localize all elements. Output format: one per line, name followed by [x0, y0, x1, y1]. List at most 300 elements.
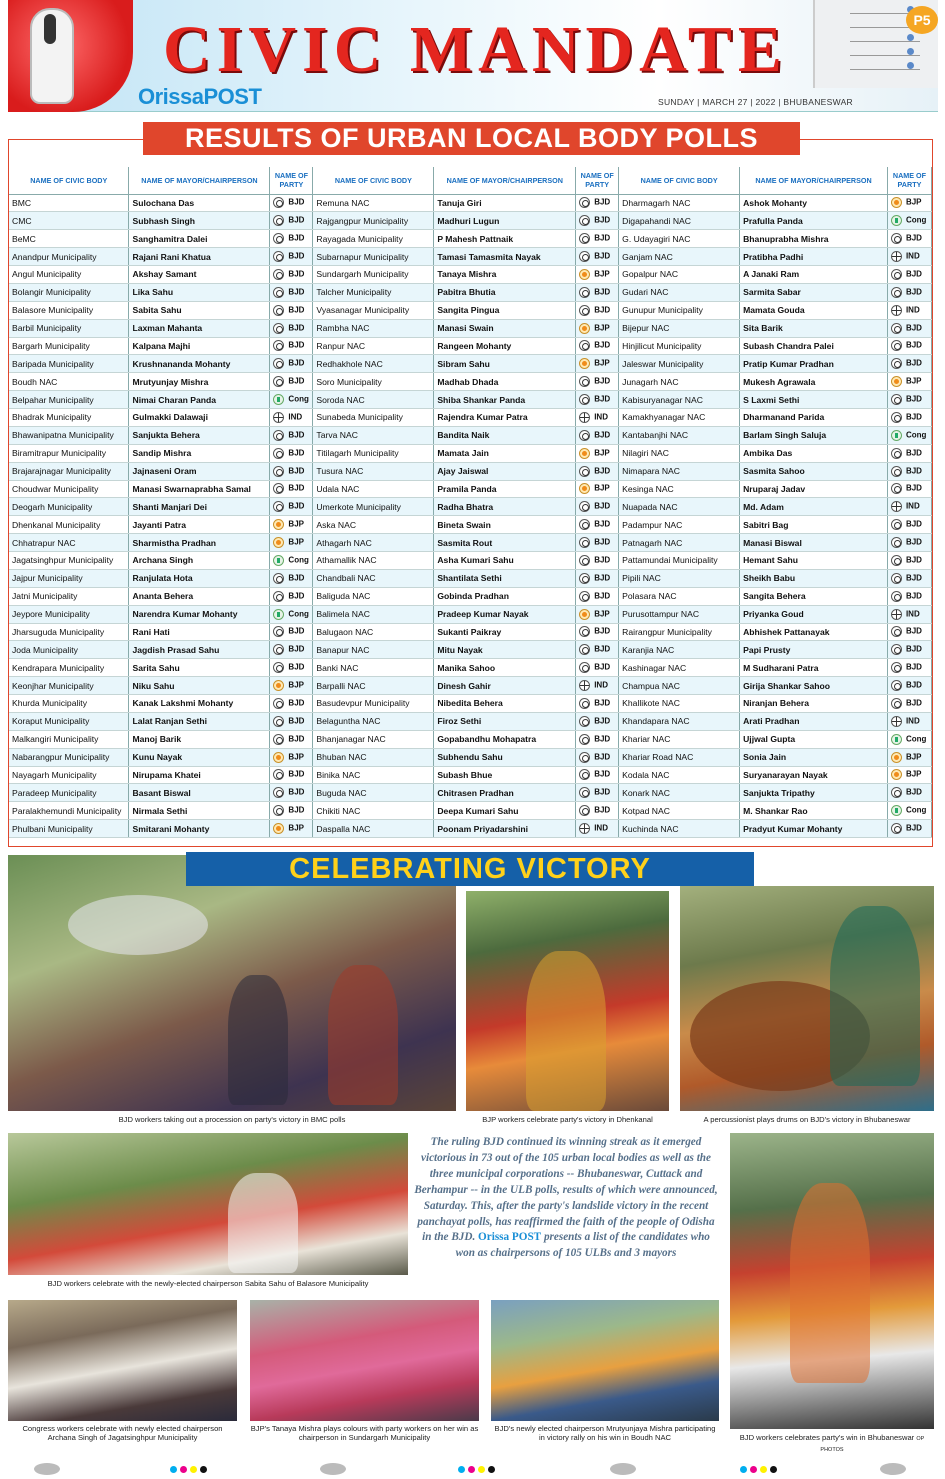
party-symbol-icon — [579, 805, 590, 816]
party-label: BJD — [905, 537, 922, 547]
party-cell — [270, 623, 313, 641]
registration-mark — [880, 1463, 906, 1475]
party-label: BJD — [905, 448, 922, 458]
header-party: NAME OF PARTY — [576, 167, 619, 194]
civic-body-cell: Barbil Municipality — [9, 319, 129, 337]
party-symbol-icon — [891, 215, 902, 226]
party-cell — [576, 605, 619, 623]
party-symbol-icon — [273, 716, 284, 727]
party-label: BJD — [288, 591, 305, 601]
chairperson-cell: Papi Prusty — [740, 641, 888, 659]
chairperson-cell: Bandita Naik — [434, 426, 576, 444]
party-cell — [576, 569, 619, 587]
party-label: BJD — [594, 198, 611, 208]
issue-date: SUNDAY | MARCH 27 | 2022 | BHUBANESWAR — [658, 97, 854, 107]
chairperson-cell: Subash Bhue — [434, 766, 576, 784]
party-label: BJD — [594, 519, 611, 529]
party-label: BJD — [905, 233, 922, 243]
party-label: BJD — [905, 341, 922, 351]
party-label: BJD — [594, 555, 611, 565]
chairperson-cell: Shiba Shankar Panda — [434, 391, 576, 409]
chairperson-cell: M. Shankar Rao — [740, 802, 888, 820]
civic-body-cell: Rayagada Municipality — [313, 230, 434, 248]
party-symbol-icon — [273, 340, 284, 351]
party-label: BJD — [905, 358, 922, 368]
chairperson-cell: Sharmistha Pradhan — [129, 534, 270, 552]
chairperson-cell: Ajay Jaiswal — [434, 462, 576, 480]
results-title-band: RESULTS OF URBAN LOCAL BODY POLLS — [143, 122, 800, 155]
party-cell — [887, 355, 931, 373]
civic-body-cell: Pattamundai Municipality — [619, 552, 740, 570]
party-label: BJP — [905, 752, 922, 762]
chairperson-cell: Kalpana Majhi — [129, 337, 270, 355]
civic-body-cell: Tusura NAC — [313, 462, 434, 480]
chairperson-cell: Md. Adam — [740, 498, 888, 516]
civic-body-cell: Talcher Municipality — [313, 283, 434, 301]
civic-body-cell: Basudevpur Municipality — [313, 695, 434, 713]
civic-body-cell: Umerkote Municipality — [313, 498, 434, 516]
party-symbol-icon — [891, 412, 902, 423]
civic-body-cell: Anandpur Municipality — [9, 248, 129, 266]
party-symbol-icon — [579, 215, 590, 226]
civic-body-cell: Ranpur NAC — [313, 337, 434, 355]
party-label: BJD — [288, 627, 305, 637]
party-symbol-icon — [579, 519, 590, 530]
chairperson-cell: Manoj Barik — [129, 730, 270, 748]
table-row — [9, 230, 932, 248]
party-cell — [270, 802, 313, 820]
table-row — [9, 444, 932, 462]
party-symbol-icon — [891, 466, 902, 477]
party-label: BJD — [594, 305, 611, 315]
civic-body-cell: Angul Municipality — [9, 266, 129, 284]
civic-body-cell: Nimapara NAC — [619, 462, 740, 480]
party-symbol-icon — [891, 591, 902, 602]
party-symbol-icon — [579, 573, 590, 584]
civic-body-cell: Athamallik NAC — [313, 552, 434, 570]
party-label: Cong — [288, 609, 309, 619]
party-cell — [270, 391, 313, 409]
civic-body-cell: Titilagarh Municipality — [313, 444, 434, 462]
chairperson-cell: Dinesh Gahir — [434, 677, 576, 695]
cmyk-mark — [170, 1466, 207, 1474]
party-symbol-icon — [273, 537, 284, 548]
party-cell — [270, 659, 313, 677]
party-cell — [270, 337, 313, 355]
civic-body-cell: Aska NAC — [313, 516, 434, 534]
chairperson-cell: Sangita Behera — [740, 587, 888, 605]
table-row — [9, 373, 932, 391]
table-row — [9, 498, 932, 516]
civic-body-cell: Sunabeda Municipality — [313, 409, 434, 427]
party-cell — [887, 212, 931, 230]
chairperson-cell: Sandip Mishra — [129, 444, 270, 462]
party-symbol-icon — [579, 269, 590, 280]
party-symbol-icon — [579, 358, 590, 369]
party-symbol-icon — [273, 501, 284, 512]
civic-body-cell: Udala NAC — [313, 480, 434, 498]
party-symbol-icon — [579, 644, 590, 655]
party-symbol-icon — [891, 734, 902, 745]
civic-body-cell: Patnagarh NAC — [619, 534, 740, 552]
chairperson-cell: Lika Sahu — [129, 283, 270, 301]
party-label: BJP — [594, 484, 610, 494]
party-symbol-icon — [273, 394, 284, 405]
chairperson-cell: Mukesh Agrawala — [740, 373, 888, 391]
table-row — [9, 266, 932, 284]
chairperson-cell: Pratip Kumar Pradhan — [740, 355, 888, 373]
civic-body-cell: Jagatsinghpur Municipality — [9, 552, 129, 570]
party-symbol-icon — [273, 323, 284, 334]
chairperson-cell: Sangita Pingua — [434, 301, 576, 319]
party-cell — [887, 677, 931, 695]
chairperson-cell: Pabitra Bhutia — [434, 283, 576, 301]
party-label: BJD — [288, 662, 305, 672]
party-cell — [887, 552, 931, 570]
party-label: BJD — [288, 233, 305, 243]
party-cell — [576, 641, 619, 659]
party-cell — [270, 748, 313, 766]
party-label: BJD — [594, 537, 611, 547]
chairperson-cell: Rangeen Mohanty — [434, 337, 576, 355]
party-symbol-icon — [579, 591, 590, 602]
party-symbol-icon — [273, 519, 284, 530]
victory-text: VICTORY — [516, 853, 651, 885]
table-row — [9, 569, 932, 587]
party-label: BJD — [288, 448, 305, 458]
civic-body-cell: Sundargarh Municipality — [313, 266, 434, 284]
party-label: BJP — [288, 823, 304, 833]
table-row — [9, 766, 932, 784]
party-symbol-icon — [579, 466, 590, 477]
photo-bhubaneswar-rally — [730, 1133, 934, 1429]
party-symbol-icon — [579, 823, 590, 834]
party-label: Cong — [905, 430, 927, 440]
party-cell — [576, 730, 619, 748]
civic-body-cell: Joda Municipality — [9, 641, 129, 659]
party-label: BJD — [905, 484, 922, 494]
party-label: BJD — [288, 716, 305, 726]
cmyk-mark — [740, 1466, 777, 1474]
party-label: IND — [905, 501, 920, 511]
party-cell — [270, 248, 313, 266]
civic-body-cell: Jatni Municipality — [9, 587, 129, 605]
photo-drummer — [680, 886, 934, 1111]
chairperson-cell: Niku Sahu — [129, 677, 270, 695]
celebrating-text: CELEBRATING — [289, 853, 508, 885]
party-symbol-icon — [273, 805, 284, 816]
civic-body-cell: Karanjia NAC — [619, 641, 740, 659]
chairperson-cell: Archana Singh — [129, 552, 270, 570]
party-label: BJD — [288, 251, 305, 261]
page-title: CIVIC MANDATE — [163, 13, 788, 86]
civic-body-cell: Bhadrak Municipality — [9, 409, 129, 427]
civic-body-cell: Baliguda NAC — [313, 587, 434, 605]
chairperson-cell: Lalat Ranjan Sethi — [129, 712, 270, 730]
table-row — [9, 802, 932, 820]
party-cell — [270, 444, 313, 462]
chairperson-cell: Manasi Swain — [434, 319, 576, 337]
civic-body-cell: Balimela NAC — [313, 605, 434, 623]
civic-body-cell: Tarva NAC — [313, 426, 434, 444]
chairperson-cell: Nirupama Khatei — [129, 766, 270, 784]
party-cell — [887, 337, 931, 355]
party-cell — [576, 659, 619, 677]
party-cell — [270, 516, 313, 534]
party-label: BJD — [594, 287, 611, 297]
party-label: BJP — [288, 537, 304, 547]
party-symbol-icon — [891, 197, 902, 208]
civic-body-cell: BMC — [9, 194, 129, 212]
party-cell — [887, 283, 931, 301]
party-label: BJD — [288, 573, 305, 583]
civic-body-cell: Purusottampur NAC — [619, 605, 740, 623]
party-cell — [576, 212, 619, 230]
caption-dhenkanal: BJP workers celebrate party's victory in Dhenkanal — [482, 1115, 653, 1124]
party-symbol-icon — [891, 340, 902, 351]
party-symbol-icon — [273, 287, 284, 298]
party-cell — [270, 730, 313, 748]
party-label: Cong — [288, 394, 309, 404]
table-row — [9, 480, 932, 498]
civic-body-cell: Rajgangpur Municipality — [313, 212, 434, 230]
table-row — [9, 659, 932, 677]
party-symbol-icon — [891, 233, 902, 244]
table-row — [9, 552, 932, 570]
party-symbol-icon — [579, 483, 590, 494]
chairperson-cell: Pramila Panda — [434, 480, 576, 498]
party-cell — [887, 712, 931, 730]
chairperson-cell: Madhuri Lugun — [434, 212, 576, 230]
party-label: IND — [288, 412, 303, 422]
party-label: BJD — [594, 698, 611, 708]
party-label: IND — [594, 412, 608, 422]
chairperson-cell: Sibram Sahu — [434, 355, 576, 373]
civic-body-cell: Rairangpur Municipality — [619, 623, 740, 641]
chairperson-cell: Sanghamitra Dalei — [129, 230, 270, 248]
party-label: BJP — [594, 358, 610, 368]
party-cell — [887, 462, 931, 480]
chairperson-cell: Bhanuprabha Mishra — [740, 230, 888, 248]
civic-body-cell: G. Udayagiri NAC — [619, 230, 740, 248]
party-symbol-icon — [891, 376, 902, 387]
party-cell — [887, 820, 931, 838]
chairperson-cell: Sukanti Paikray — [434, 623, 576, 641]
party-symbol-icon — [273, 609, 284, 620]
party-label: IND — [905, 305, 920, 315]
chairperson-cell: Mamata Gouda — [740, 301, 888, 319]
civic-body-cell: Baripada Municipality — [9, 355, 129, 373]
caption-balasore: BJD workers celebrate with the newly-elected chairperson Sabita Sahu of Balasore Municipality — [47, 1279, 369, 1288]
party-label: BJD — [594, 251, 611, 261]
party-label: BJD — [288, 198, 305, 208]
chairperson-cell: Prafulla Panda — [740, 212, 888, 230]
party-cell — [576, 283, 619, 301]
table-row — [9, 605, 932, 623]
party-cell — [576, 444, 619, 462]
chairperson-cell: Pratibha Padhi — [740, 248, 888, 266]
chairperson-cell: Krushnananda Mohanty — [129, 355, 270, 373]
header-civic-body: NAME OF CIVIC BODY — [9, 167, 129, 194]
party-cell — [887, 748, 931, 766]
chairperson-cell: Nibedita Behera — [434, 695, 576, 713]
party-label: BJD — [594, 591, 611, 601]
party-label: IND — [905, 251, 920, 261]
civic-body-cell: Binika NAC — [313, 766, 434, 784]
party-label: Cong — [905, 734, 927, 744]
header-civic-body: NAME OF CIVIC BODY — [619, 167, 740, 194]
party-cell — [270, 534, 313, 552]
party-symbol-icon — [891, 269, 902, 280]
party-cell — [270, 301, 313, 319]
party-label: BJD — [594, 394, 611, 404]
civic-body-cell: Gopalpur NAC — [619, 266, 740, 284]
party-label: BJP — [905, 376, 922, 386]
chairperson-cell: Ambika Das — [740, 444, 888, 462]
party-symbol-icon — [891, 626, 902, 637]
masthead — [8, 0, 938, 112]
party-symbol-icon — [273, 787, 284, 798]
party-symbol-icon — [273, 483, 284, 494]
party-symbol-icon — [273, 269, 284, 280]
chairperson-cell: Firoz Sethi — [434, 712, 576, 730]
table-row — [9, 641, 932, 659]
civic-body-cell: CMC — [9, 212, 129, 230]
party-symbol-icon — [891, 430, 902, 441]
party-label: BJP — [905, 198, 922, 208]
chairperson-cell: Jagdish Prasad Sahu — [129, 641, 270, 659]
civic-body-cell: Jharsuguda Municipality — [9, 623, 129, 641]
party-label: BJD — [594, 215, 611, 225]
party-label: BJD — [905, 412, 922, 422]
party-label: BJD — [288, 484, 305, 494]
chairperson-cell: Abhishek Pattanayak — [740, 623, 888, 641]
party-cell — [270, 587, 313, 605]
civic-body-cell: Subarnapur Municipality — [313, 248, 434, 266]
civic-body-cell: Chhatrapur NAC — [9, 534, 129, 552]
party-label: BJD — [288, 501, 305, 511]
party-label: BJP — [288, 519, 304, 529]
chairperson-cell: Akshay Samant — [129, 266, 270, 284]
party-label: BJD — [594, 734, 611, 744]
chairperson-cell: Sanjukta Behera — [129, 426, 270, 444]
civic-body-cell: Bhuban NAC — [313, 748, 434, 766]
party-cell — [270, 212, 313, 230]
party-cell — [887, 569, 931, 587]
civic-body-cell: Padampur NAC — [619, 516, 740, 534]
table-row — [9, 695, 932, 713]
chairperson-cell: Kunu Nayak — [129, 748, 270, 766]
civic-body-cell: Jaleswar Municipality — [619, 355, 740, 373]
inked-finger-icon — [30, 8, 74, 104]
photo-dhenkanal-celebration — [466, 891, 669, 1111]
party-cell — [887, 695, 931, 713]
civic-body-cell: Koraput Municipality — [9, 712, 129, 730]
party-symbol-icon — [579, 394, 590, 405]
party-label: BJD — [594, 573, 611, 583]
table-row — [9, 319, 932, 337]
party-cell — [576, 587, 619, 605]
party-cell — [270, 552, 313, 570]
party-symbol-icon — [891, 769, 902, 780]
party-label: BJD — [594, 466, 611, 476]
civic-body-cell: Kodala NAC — [619, 766, 740, 784]
party-label: BJD — [594, 662, 611, 672]
civic-body-cell: Junagarh NAC — [619, 373, 740, 391]
party-label: BJD — [288, 698, 305, 708]
party-cell — [576, 462, 619, 480]
chairperson-cell: M Sudharani Patra — [740, 659, 888, 677]
chairperson-cell: Ranjulata Hota — [129, 569, 270, 587]
table-row — [9, 748, 932, 766]
civic-body-cell: Kendrapara Municipality — [9, 659, 129, 677]
results-table-frame — [8, 139, 933, 847]
civic-body-cell: Khurda Municipality — [9, 695, 129, 713]
party-cell — [270, 462, 313, 480]
party-cell — [576, 248, 619, 266]
chairperson-cell: Bineta Swain — [434, 516, 576, 534]
party-cell — [887, 444, 931, 462]
party-label: BJD — [905, 680, 922, 690]
civic-body-cell: Konark NAC — [619, 784, 740, 802]
party-symbol-icon — [579, 501, 590, 512]
party-symbol-icon — [891, 305, 902, 316]
header-chairperson: NAME OF MAYOR/CHAIRPERSON — [129, 167, 270, 194]
chairperson-cell: Shanti Manjari Dei — [129, 498, 270, 516]
party-symbol-icon — [579, 769, 590, 780]
party-label: BJD — [594, 501, 611, 511]
civic-body-cell: Kantabanjhi NAC — [619, 426, 740, 444]
civic-body-cell: Bhanjanagar NAC — [313, 730, 434, 748]
party-symbol-icon — [579, 340, 590, 351]
civic-body-cell: Bijepur NAC — [619, 319, 740, 337]
party-cell — [887, 248, 931, 266]
party-label: IND — [905, 609, 920, 619]
caption-sundargarh: BJP's Tanaya Mishra plays colours with party workers on her win as chairperson in Sundargarh Municipality — [250, 1424, 479, 1442]
party-symbol-icon — [273, 376, 284, 387]
chairperson-cell: Chitrasen Pradhan — [434, 784, 576, 802]
civic-body-cell: Phulbani Municipality — [9, 820, 129, 838]
party-label: BJD — [288, 287, 305, 297]
civic-body-cell: Gunupur Municipality — [619, 301, 740, 319]
party-symbol-icon — [579, 305, 590, 316]
party-label: BJD — [905, 555, 922, 565]
party-cell — [576, 337, 619, 355]
party-cell — [270, 677, 313, 695]
party-label: BJD — [288, 430, 305, 440]
party-cell — [270, 319, 313, 337]
chairperson-cell: Mrutyunjay Mishra — [129, 373, 270, 391]
party-label: BJD — [288, 644, 305, 654]
party-symbol-icon — [273, 626, 284, 637]
chairperson-cell: Deepa Kumari Sahu — [434, 802, 576, 820]
party-symbol-icon — [891, 394, 902, 405]
blurb-text-2: presents a list of the candidates who won as chairpersons of 105 ULBs and 3 mayors — [455, 1231, 710, 1260]
party-symbol-icon — [891, 501, 902, 512]
civic-body-cell: Ganjam NAC — [619, 248, 740, 266]
party-symbol-icon — [579, 555, 590, 566]
party-label: BJD — [288, 466, 305, 476]
chairperson-cell: Rajendra Kumar Patra — [434, 409, 576, 427]
chairperson-cell: Suryanarayan Nayak — [740, 766, 888, 784]
party-symbol-icon — [891, 573, 902, 584]
party-cell — [270, 194, 313, 212]
party-cell — [576, 319, 619, 337]
party-symbol-icon — [891, 644, 902, 655]
civic-body-cell: Kamakhyanagar NAC — [619, 409, 740, 427]
party-cell — [576, 301, 619, 319]
party-symbol-icon — [273, 769, 284, 780]
